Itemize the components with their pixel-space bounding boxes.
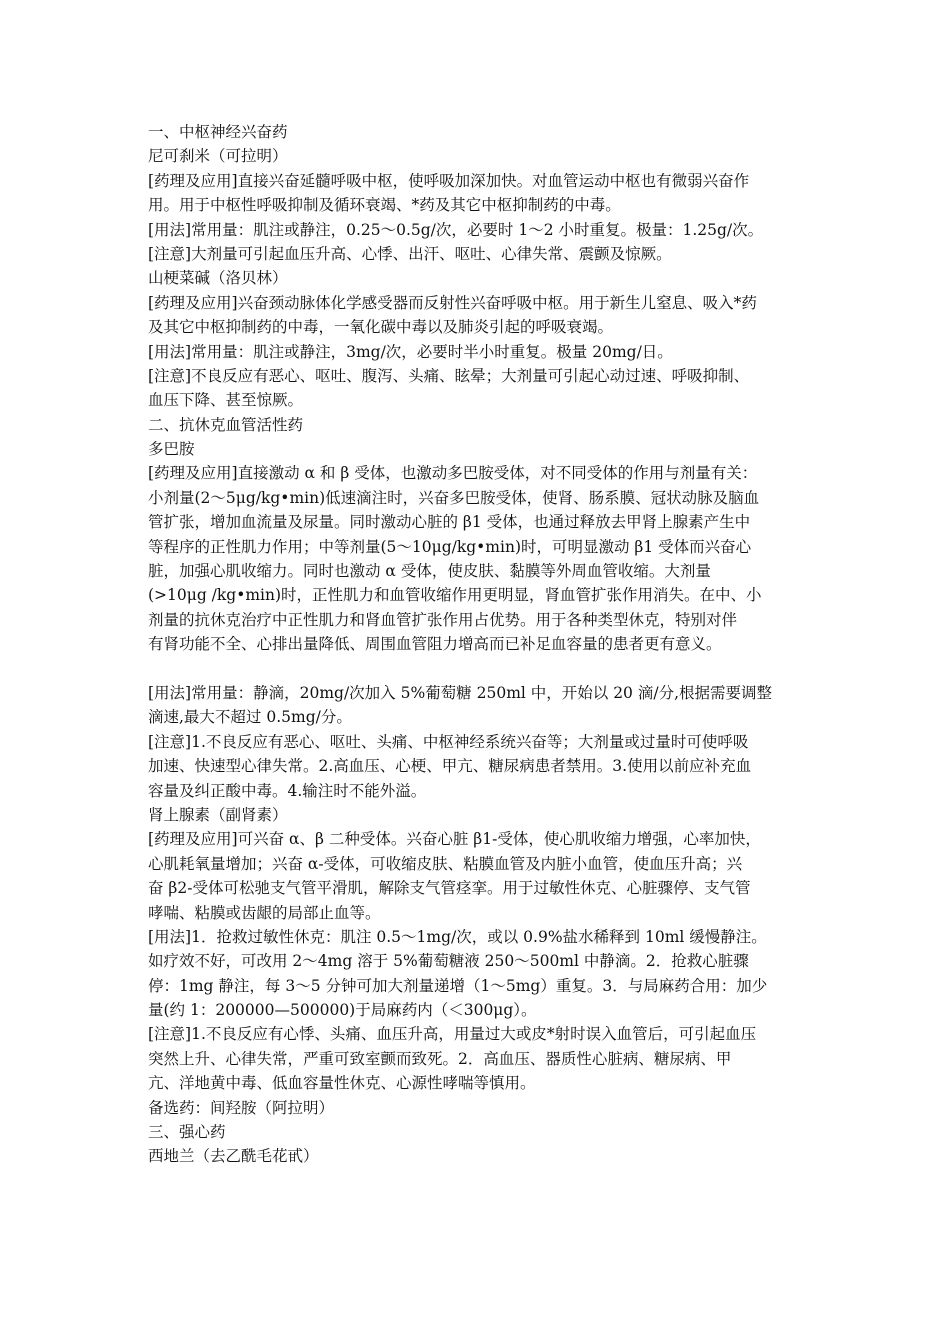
text-line: 心肌耗氧量增加；兴奋 α-受体，可收缩皮肤、粘膜血管及内脏小血管，使血压升高；兴 xyxy=(148,854,743,873)
blank-line xyxy=(148,657,808,681)
section-heading: 一、中枢神经兴奋药 xyxy=(148,123,288,141)
text-line: 及其它中枢抑制药的中毒，一氧化碳中毒以及肺炎引起的呼吸衰竭。 xyxy=(148,318,614,337)
text-line: 加速、快速型心律失常。2.高血压、心梗、甲亢、糖尿病患者禁用。3.使用以前应补充血 xyxy=(148,757,752,776)
text-line: 有肾功能不全、心排出量降低、周围血管阻力增高而已补足血容量的患者更有意义。 xyxy=(148,635,722,654)
drug-name: 山梗菜碱（洛贝林） xyxy=(148,269,288,288)
drug-name: 多巴胺 xyxy=(148,440,195,459)
text-line: 备选药：间羟胺（阿拉明） xyxy=(148,1098,335,1117)
text-line: 哮喘、粘膜或齿龈的局部止血等。 xyxy=(148,903,381,922)
text-line: 等程序的正性肌力作用；中等剂量(5～10μg/kg•min)时，可明显激动 β1 受体而兴奋心 xyxy=(148,537,752,556)
text-line: [注意]1.不良反应有恶心、呕吐、头痛、中枢神经系统兴奋等；大剂量或过量时可使呼吸 xyxy=(148,732,749,751)
text-line: [药理及应用]直接激动 α 和 β 受体，也激动多巴胺受体，对不同受体的作用与剂量有关： xyxy=(148,464,758,483)
drug-name: 肾上腺素（副肾素） xyxy=(148,805,288,824)
section-heading: 三、强心药 xyxy=(148,1123,226,1142)
text-line: 容量及纠正酸中毒。4.输注时不能外溢。 xyxy=(148,781,427,800)
text-line: 血压下降、甚至惊厥。 xyxy=(148,391,304,410)
text-line: [药理及应用]可兴奋 α、β 二种受体。兴奋心脏 β1-受体，使心肌收缩力增强，心率加快， xyxy=(148,830,761,849)
text-line: [药理及应用]直接兴奋延髓呼吸中枢，使呼吸加深加快。对血管运动中枢也有微弱兴奋作 xyxy=(148,171,750,190)
document-page xyxy=(148,120,808,1169)
text-line: 滴速,最大不超过 0.5mg/分。 xyxy=(148,708,352,727)
text-line: 量(约 1：200000—500000)于局麻药内（＜300μg）。 xyxy=(148,1001,537,1020)
text-line: [用法]常用量：静滴，20mg/次加入 5%葡萄糖 250ml 中，开始以 20 滴/分,根据需要调整 xyxy=(148,683,772,702)
drug-name: 西地兰（去乙酰毛花甙） xyxy=(148,1147,319,1166)
text-line: 管扩张，增加血流量及尿量。同时激动心脏的 β1 受体，也通过释放去甲肾上腺素产生中 xyxy=(148,513,751,532)
section-heading: 二、抗休克血管活性药 xyxy=(148,415,304,434)
text-line: 如疗效不好，可改用 2～4mg 溶于 5%葡萄糖液 250～500ml 中静滴。2．抢救心脏骤 xyxy=(148,952,749,971)
drug-name: 尼可刹米（可拉明） xyxy=(148,147,288,166)
text-line: [注意]1.不良反应有心悸、头痛、血压升高，用量过大或皮*射时误入血管后，可引起血压 xyxy=(148,1025,757,1044)
text-line: [用法]常用量：肌注或静注，0.25～0.5g/次，必要时 1～2 小时重复。极量：1.25g/次。 xyxy=(148,220,764,239)
text-line: (>10μg /kg•min)时，正性肌力和血管收缩作用更明显，肾血管扩张作用消失。在中、小 xyxy=(148,586,762,605)
text-line: [注意]大剂量可引起血压升高、心悸、出汗、呕吐、心律失常、震颤及惊厥。 xyxy=(148,244,672,263)
text-line: [用法]1．抢救过敏性休克：肌注 0.5～1mg/次，或以 0.9%盐水稀释到 10ml 缓慢静注。 xyxy=(148,927,767,946)
text-line: 奋 β2-受体可松驰支气管平滑肌，解除支气管痉挛。用于过敏性休克、心脏骤停、支气管 xyxy=(148,879,751,898)
text-line: [注意]不良反应有恶心、呕吐、腹泻、头痛、眩晕；大剂量可引起心动过速、呼吸抑制、 xyxy=(148,366,750,385)
text-line: 剂量的抗休克治疗中正性肌力和肾血管扩张作用占优势。用于各种类型休克，特别对伴 xyxy=(148,610,738,629)
text-line: 停：1mg 静注，每 3～5 分钟可加大剂量递增（1～5mg）重复。3．与局麻药合用：加少 xyxy=(148,976,768,995)
text-line: 小剂量(2～5μg/kg•min)低速滴注时，兴奋多巴胺受体，使肾、肠系膜、冠状动脉及脑血 xyxy=(148,488,760,507)
text-line: [用法]常用量：肌注或静注，3mg/次，必要时半小时重复。极量 20mg/日。 xyxy=(148,342,673,361)
text-line: 脏，加强心肌收缩力。同时也激动 α 受体，使皮肤、黏膜等外周血管收缩。大剂量 xyxy=(148,562,711,581)
text-line: 亢、洋地黄中毒、低血容量性休克、心源性哮喘等慎用。 xyxy=(148,1074,536,1093)
text-line: [药理及应用]兴奋颈动脉体化学感受器而反射性兴奋呼吸中枢。用于新生儿窒息、吸入*药 xyxy=(148,293,757,312)
text-line: 用。用于中枢性呼吸抑制及循环衰竭、*药及其它中枢抑制药的中毒。 xyxy=(148,196,621,215)
text-line: 突然上升、心律失常，严重可致室颤而致死。2．高血压、器质性心脏病、糖尿病、甲 xyxy=(148,1049,732,1068)
